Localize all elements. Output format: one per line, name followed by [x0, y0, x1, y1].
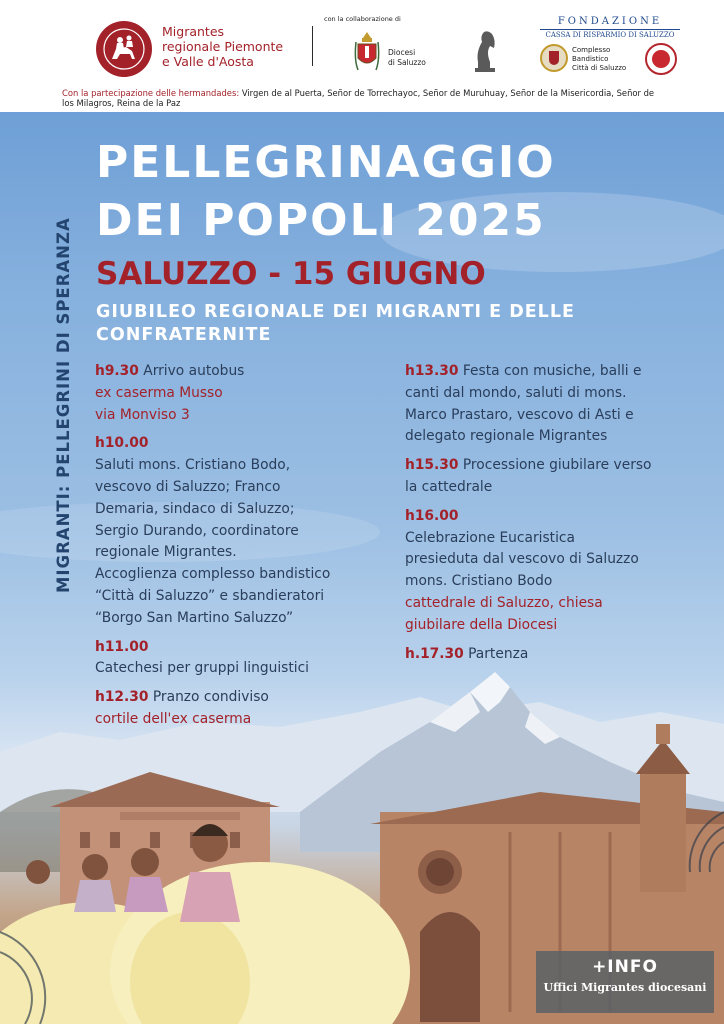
person-name: Cristiano Bodo — [185, 457, 286, 474]
hermandades-line — [62, 88, 662, 108]
person-name: Marco Prastaro — [405, 406, 509, 423]
program-text: , vescovo di Asti e — [508, 406, 634, 423]
program-text: Saluti mons. — [95, 457, 181, 474]
program-text: presieduta dal vescovo di Saluzzo — [405, 551, 639, 568]
vertical-motto: MIGRANTI: PELLEGRINI DI SPERANZA — [54, 217, 73, 593]
program-right-column — [405, 361, 705, 672]
band-name — [572, 46, 642, 73]
program-text: canti dal mondo, saluti di mons. — [405, 384, 627, 401]
program-text: Arrivo autobus — [143, 363, 245, 379]
program-text: Festa con musiche, balli e — [462, 363, 642, 379]
program-item — [405, 455, 705, 499]
program-text: Accoglienza complesso bandistico — [95, 566, 331, 583]
program-text: regionale Migrantes. — [95, 544, 237, 561]
program-text: Celebrazione Eucaristica — [405, 529, 575, 546]
program-place: ex caserma Musso — [95, 384, 223, 401]
program-item — [95, 687, 365, 731]
organizer-line: regionale Piemonte — [162, 39, 284, 54]
fondazione-title: FONDAZIONE — [557, 16, 663, 27]
program-time: h12.30 — [95, 689, 149, 706]
organizer-name — [162, 24, 302, 69]
program-place: cattedrale di Saluzzo, chiesa — [405, 594, 603, 611]
city-date-heading: SALUZZO - 15 GIUGNO — [96, 256, 486, 292]
program-item — [405, 361, 705, 448]
organizer-line: e Valle d'Aosta — [162, 54, 254, 69]
program-time: h13.30 — [405, 363, 459, 379]
organizer-line: Migrantes — [162, 24, 225, 39]
program-time: h15.30 — [405, 457, 459, 474]
diocesi-name — [388, 48, 448, 68]
header-bar — [0, 0, 724, 112]
program-text: , — [285, 457, 291, 474]
program-text: , sindaco di Saluzzo; — [153, 500, 295, 517]
program-text: “Borgo San Martino Saluzzo” — [95, 609, 294, 626]
town-crest-icon — [540, 44, 568, 72]
program-text: Processione giubilare verso — [462, 457, 652, 474]
program-time: h10.00 — [95, 435, 149, 452]
program-place: giubilare della Diocesi — [405, 616, 558, 633]
program-item — [95, 361, 365, 426]
program-time: h16.00 — [405, 507, 459, 524]
person-name: Franco — [234, 478, 281, 495]
red-seal-icon — [645, 43, 677, 75]
program-left-column — [95, 361, 365, 738]
info-subtitle: Uffici Migrantes diocesani — [543, 981, 707, 994]
band-line: Bandistico — [572, 55, 609, 63]
program-text: vescovo di Saluzzo; — [95, 478, 231, 495]
program-text: la cattedrale — [405, 478, 493, 495]
header-divider — [312, 26, 313, 66]
program-text: Catechesi per gruppi linguistici — [95, 660, 310, 677]
program-text: Pranzo condiviso — [152, 689, 269, 706]
program-place: via Monviso 3 — [95, 406, 190, 423]
program-item — [405, 644, 705, 666]
hermandades-list: Virgen de al Puerta, Señor de Torrechayoc, Señor de Muruhuay, Señor de la Misericordia, Señor de los Milagros, Reina de la Paz — [62, 88, 655, 108]
program-time: h.17.30 — [405, 645, 464, 662]
info-title: +INFO — [592, 957, 658, 977]
program-item — [95, 433, 365, 629]
event-subtitle: GIUBILEO REGIONALE DEI MIGRANTI E DELLE CONFRATERNITE — [96, 302, 575, 345]
bishop-crest-icon — [354, 30, 380, 74]
program-text: Partenza — [468, 645, 529, 662]
band-line: Città di Saluzzo — [572, 64, 627, 72]
program-item — [95, 637, 365, 681]
program-text: delegato regionale Migrantes — [405, 428, 608, 445]
person-name: Cristiano Bodo — [451, 573, 553, 590]
fondazione-subtitle: CASSA DI RISPARMIO DI SALUZZO — [540, 29, 680, 39]
program-time: h9.30 — [95, 363, 139, 379]
band-line: Complesso — [572, 46, 611, 54]
person-name: Demaria — [95, 500, 154, 517]
hermandades-lead: Con la partecipazione delle hermandades: — [62, 88, 240, 98]
diocesi-line: Diocesi — [388, 48, 416, 57]
knight-chess-icon — [468, 26, 502, 74]
info-box — [536, 951, 714, 1013]
program-place: cortile dell'ex caserma — [95, 710, 252, 727]
program-text: “Città di Saluzzo” e sbandieratori — [95, 587, 325, 604]
program-text: , coordinatore — [202, 522, 299, 539]
program-item — [405, 506, 705, 637]
poster-title-line2: DEI POPOLI 2025 — [96, 195, 546, 246]
poster-title-line1: PELLEGRINAGGIO — [96, 137, 556, 188]
collaboration-label: con la collaborazione di — [324, 15, 401, 23]
program-time: h11.00 — [95, 638, 149, 655]
migrantes-logo-icon — [96, 21, 152, 77]
person-name: Sergio Durando — [95, 522, 203, 539]
program-text: mons. — [405, 573, 448, 590]
diocesi-line: di Saluzzo — [388, 58, 426, 67]
